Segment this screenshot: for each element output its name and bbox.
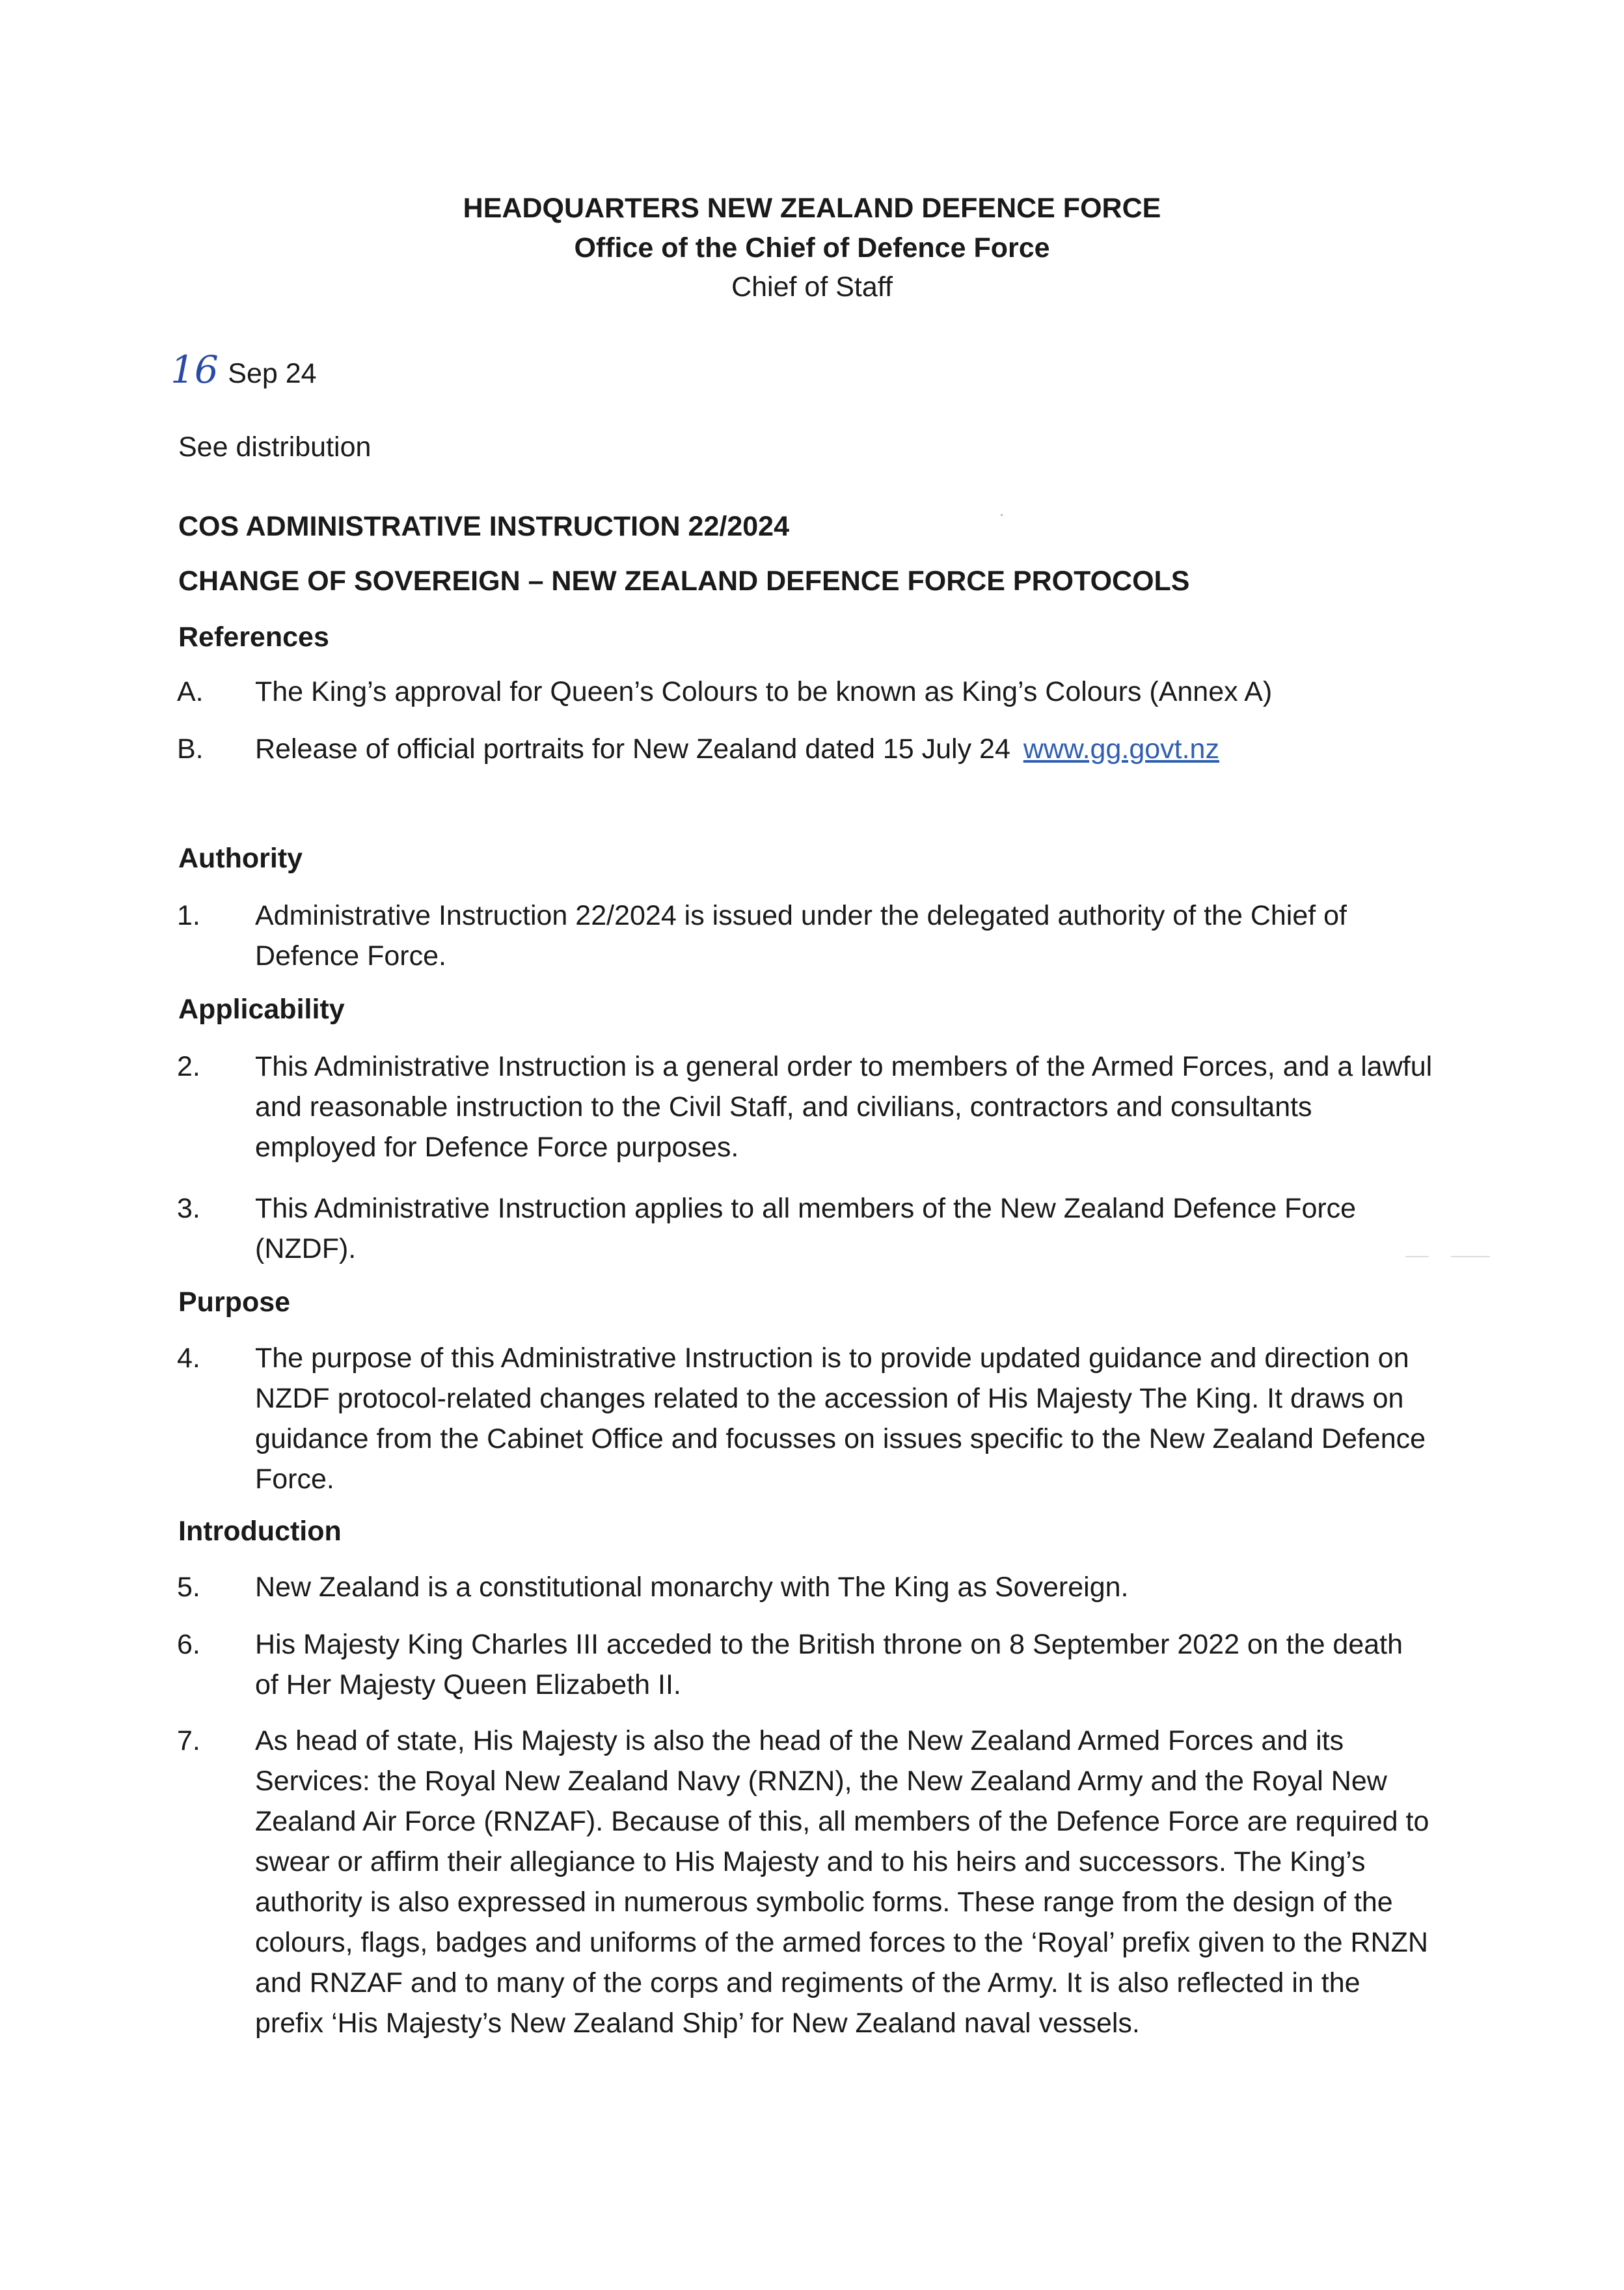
para-6: His Majesty King Charles III acceded to the British throne on 8 September 2022 on the death of Her Majesty Queen Elizabeth II. bbox=[255, 1629, 1403, 1700]
introduction-heading: Introduction bbox=[178, 1516, 342, 1547]
para-7: As head of state, His Majesty is also the head of the New Zealand Armed Forces and its Services: the Royal New Zealand Navy (RNZN), the New Zealand Army and the Royal New Zealand Air Force (RNZAF). Because of this, all members of the Defence Force are required to swear or affirm their allegiance to His Majesty and to his heirs and successors. The King’s authority is also expressed in numerous symbolic forms. These range from the design of the colours, flags, badges and uniforms of the armed forces to the ‘Royal’ prefix given to the RNZN and RNZAF and to many of the corps and regiments of the Army. It is also reflected in the prefix ‘His Majesty’s New Zealand Ship’ for New Zealand naval vessels. bbox=[255, 1725, 1429, 2039]
para-number-7: 7. bbox=[177, 1725, 200, 1756]
para-3: This Administrative Instruction applies to all members of the New Zealand Defence Force (NZDF). bbox=[255, 1193, 1357, 1264]
scan-speck bbox=[1405, 1256, 1429, 1257]
applicability-heading: Applicability bbox=[178, 994, 345, 1025]
reference-label-a: A. bbox=[177, 676, 204, 707]
para-number-5: 5. bbox=[177, 1572, 200, 1603]
para-number-2: 2. bbox=[177, 1051, 200, 1082]
scan-speck bbox=[1001, 514, 1003, 516]
instruction-subtitle: CHANGE OF SOVEREIGN – NEW ZEALAND DEFENCE FORCE PROTOCOLS bbox=[178, 566, 1190, 597]
reference-b bbox=[255, 729, 1219, 769]
date-line bbox=[170, 348, 317, 394]
references-heading: References bbox=[178, 621, 329, 653]
gg-govt-link[interactable]: www.gg.govt.nz bbox=[1023, 733, 1219, 765]
para-number-4: 4. bbox=[177, 1343, 200, 1374]
para-2: This Administrative Instruction is a general order to members of the Armed Forces, and a lawful and reasonable instruction to the Civil Staff, and civilians, contractors and consultants employed for Defence Force purposes. bbox=[255, 1051, 1433, 1163]
handwritten-day: 16 bbox=[170, 348, 219, 392]
para-4: The purpose of this Administrative Instruction is to provide updated guidance and direction on NZDF protocol-related changes related to the accession of His Majesty The King. It draws on guidance from the Cabinet Office and focusses on issues specific to the New Zealand Defence Force. bbox=[255, 1343, 1426, 1495]
para-number-1: 1. bbox=[177, 900, 200, 931]
para-1: Administrative Instruction 22/2024 is issued under the delegated authority of the Chief of Defence Force. bbox=[255, 900, 1347, 972]
distribution-line: See distribution bbox=[178, 431, 372, 463]
para-5: New Zealand is a constitutional monarchy with The King as Sovereign. bbox=[255, 1572, 1129, 1603]
scan-speck bbox=[1451, 1256, 1490, 1257]
para-number-6: 6. bbox=[177, 1629, 200, 1660]
purpose-heading: Purpose bbox=[178, 1287, 291, 1318]
reference-text-a: The King’s approval for Queen’s Colours to be known as King’s Colours (Annex A) bbox=[255, 676, 1273, 707]
authority-heading: Authority bbox=[178, 843, 303, 874]
reference-text-b: Release of official portraits for New Zealand dated 15 July 24 bbox=[255, 733, 1010, 765]
para-number-3: 3. bbox=[177, 1193, 200, 1224]
office-heading: Office of the Chief of Defence Force bbox=[574, 232, 1050, 264]
role-heading: Chief of Staff bbox=[731, 271, 893, 303]
instruction-title: COS ADMINISTRATIVE INSTRUCTION 22/2024 bbox=[178, 511, 789, 542]
reference-label-b: B. bbox=[177, 733, 204, 765]
org-heading: HEADQUARTERS NEW ZEALAND DEFENCE FORCE bbox=[463, 193, 1161, 224]
date-month-year: Sep 24 bbox=[228, 358, 317, 389]
